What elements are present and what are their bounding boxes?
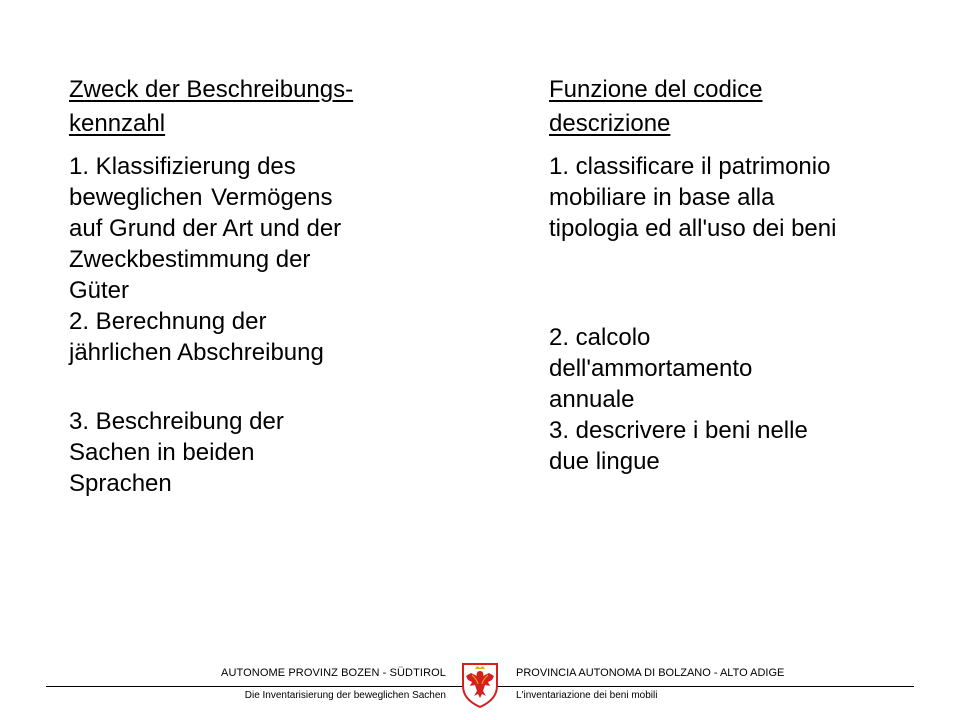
german-line: Sachen in beiden — [69, 439, 255, 466]
german-heading-line-1: Zweck der Beschreibungs- — [69, 76, 354, 103]
german-line: beweglichen Vermögens — [69, 184, 333, 211]
german-line: jährlichen Abschreibung — [69, 339, 324, 366]
italian-line: annuale — [549, 386, 635, 413]
footer-subtitle-italian: L'inventariazione dei beni mobili — [516, 690, 658, 701]
german-item-3 — [69, 406, 469, 499]
italian-line: due lingue — [549, 448, 660, 475]
german-line: Zweckbestimmung der — [69, 246, 311, 273]
german-item-1 — [69, 151, 469, 306]
italian-line: mobiliare in base alla — [549, 184, 775, 211]
eagle-coat-of-arms-icon — [460, 660, 500, 708]
german-heading-line-2: kennzahl — [69, 110, 166, 137]
german-line: 2. Berechnung der — [69, 308, 267, 335]
italian-item-3 — [549, 415, 949, 477]
footer-authority-italian: PROVINCIA AUTONOMA DI BOLZANO - ALTO ADIGE — [516, 667, 785, 679]
italian-heading-line-2: descrizione — [549, 110, 671, 137]
german-line: Güter — [69, 277, 130, 304]
footer — [0, 650, 960, 720]
german-heading — [69, 73, 469, 141]
italian-column — [549, 73, 949, 477]
footer-subtitle-german: Die Inventarisierung der beweglichen Sachen — [244, 690, 446, 701]
italian-line: 2. calcolo — [549, 324, 651, 351]
italian-item-1 — [549, 151, 949, 244]
italian-line: tipologia ed all'uso dei beni — [549, 215, 837, 242]
german-line: 3. Beschreibung der — [69, 408, 284, 435]
italian-item-2 — [549, 322, 949, 415]
footer-authority-german: AUTONOME PROVINZ BOZEN - SÜDTIROL — [221, 667, 446, 679]
italian-heading-line-1: Funzione del codice — [549, 76, 763, 103]
italian-heading — [549, 73, 949, 141]
italian-line: 1. classificare il patrimonio — [549, 153, 831, 180]
german-line: auf Grund der Art und der — [69, 215, 342, 242]
italian-line: dell'ammortamento — [549, 355, 753, 382]
german-line: Sprachen — [69, 470, 172, 497]
german-line: 1. Klassifizierung des — [69, 153, 296, 180]
german-item-2 — [69, 306, 469, 368]
german-column — [69, 73, 469, 499]
italian-line: 3. descrivere i beni nelle — [549, 417, 808, 444]
